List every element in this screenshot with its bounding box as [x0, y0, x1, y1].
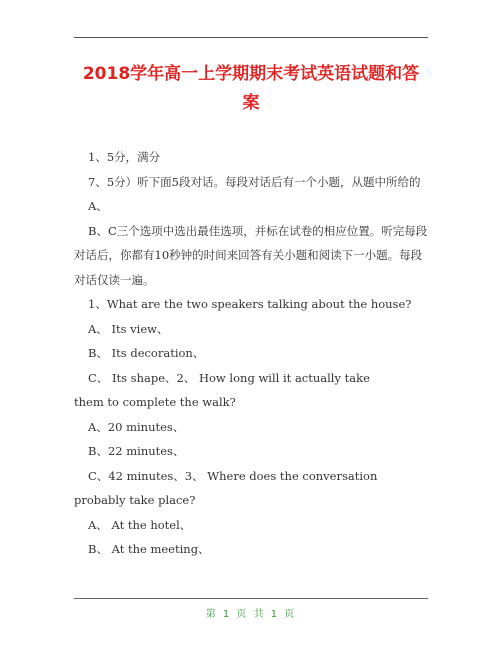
- paragraph: B、 At the meeting、: [88, 542, 210, 556]
- header-rule: [74, 37, 428, 38]
- paragraph: A、20 minutes、: [88, 419, 185, 434]
- paragraph: C、42 minutes、3、 Where does the conversation: [88, 468, 378, 483]
- paragraph: A、: [88, 199, 108, 213]
- page-number: 第 1 页 共 1 页: [205, 609, 297, 620]
- paragraph: B、22 minutes、: [88, 444, 185, 458]
- paragraph: B、 Its decoration、: [88, 346, 205, 360]
- title-line-1: 2018学年高一上学期期末考试英语试题和答: [82, 64, 420, 84]
- paragraph: 7、5分）听下面5段对话。每段对话后有一个小题，从题中所给的: [88, 174, 421, 189]
- paragraph: C、 Its shape、2、 How long will it actually take: [88, 370, 370, 385]
- paragraph: 1、5分，满分: [88, 150, 161, 164]
- paragraph: 1、What are the two speakers talking about the house?: [88, 297, 412, 311]
- page-footer: [74, 598, 428, 620]
- paragraph: A、 Its view、: [88, 321, 169, 336]
- paragraph: them to complete the walk?: [74, 395, 236, 409]
- paragraph: probably take place?: [74, 493, 196, 507]
- paragraph: B、C三个选项中选出最佳选项，并标在试卷的相应位置。听完每段对话后，你都有10秒钟的时间来回答有关小题和阅读下一小题。每段对话仅读一遍。: [74, 223, 428, 287]
- document-body: [74, 145, 430, 562]
- paragraph: A、 At the hotel、: [88, 517, 192, 532]
- document-title: [74, 60, 428, 118]
- title-line-2: 案: [242, 93, 260, 113]
